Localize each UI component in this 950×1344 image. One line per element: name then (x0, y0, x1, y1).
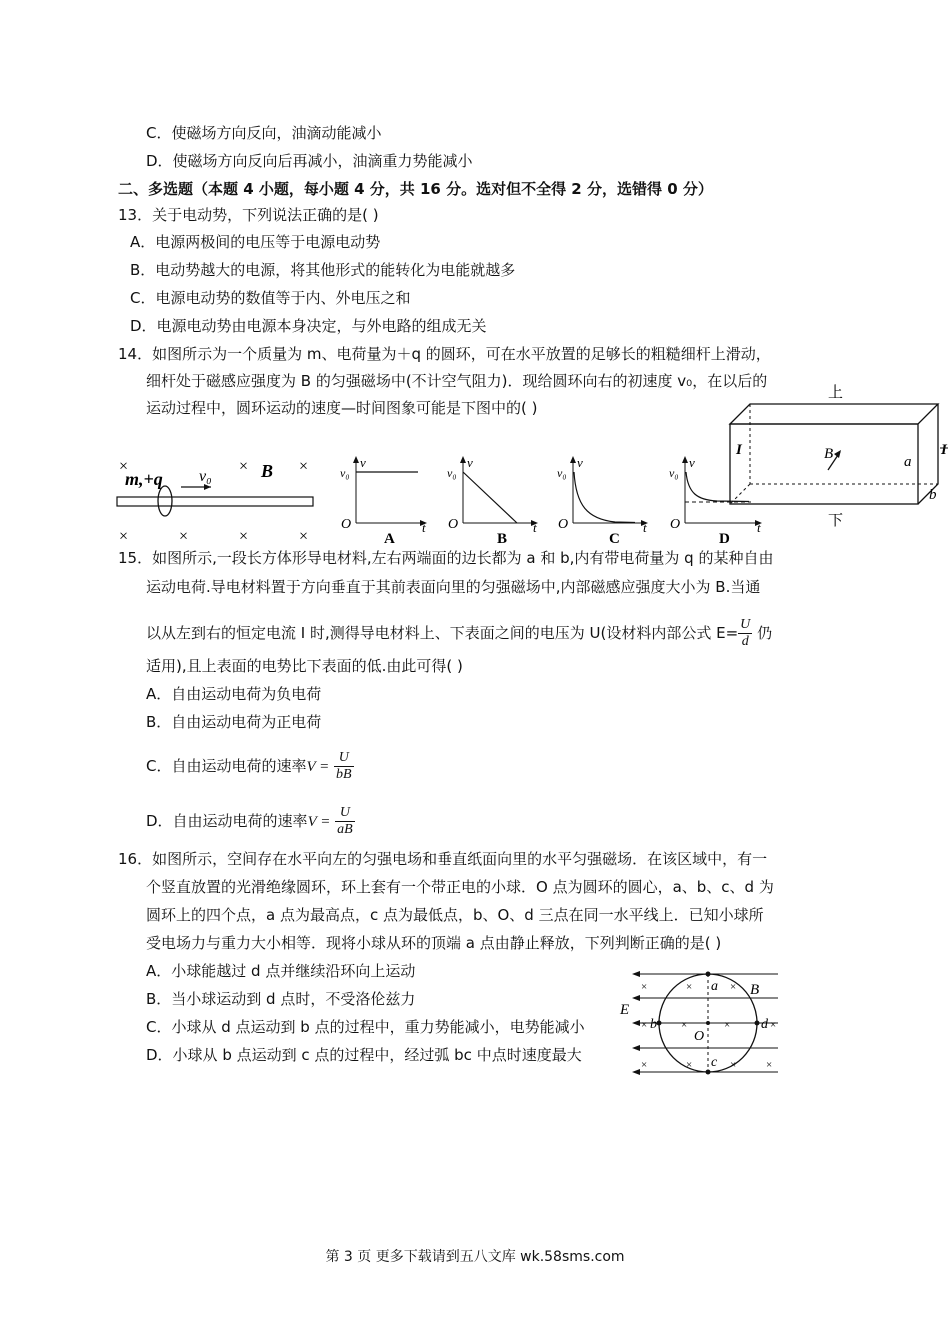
cross-mark: × (239, 458, 249, 475)
q15-line2: 运动电荷.导电材料置于方向垂直于其前表面向里的匀强磁场中,内部磁感应强度大小为 B.当通 (146, 578, 761, 596)
point-d: d (761, 1017, 768, 1032)
q15-option-c: C．自由运动电荷的速率V = $\frac{U}{bB}$ (146, 750, 352, 782)
origin: O (341, 517, 352, 532)
formula-lhs: V = (307, 814, 331, 830)
axis-v0: v₀ (557, 466, 567, 480)
q14-line2: 细杆处于磁感应强度为 B 的匀强磁场中(不计空气阻力)．现给圆环向右的初速度 v₀，在以后的 (146, 372, 768, 390)
point-c: c (711, 1055, 718, 1070)
q13-option-c: C．电源电动势的数值等于内、外电压之和 (130, 289, 411, 307)
cross-mark: × (770, 1019, 777, 1031)
cross-mark: × (641, 981, 648, 993)
q15-block-figure (728, 382, 948, 532)
q15-option-a: A．自由运动电荷为负电荷 (146, 685, 322, 703)
q14-graph-c (555, 453, 650, 547)
b-field-label: B (750, 982, 760, 998)
section-title: 二、多选题（本题 4 小题，每小题 4 分，共 16 分。选对但不全得 2 分，选错得 0 分） (118, 180, 713, 198)
curve (463, 472, 517, 523)
q13-option-b: B．电动势越大的电源，将其他形式的能转化为电能就越多 (130, 261, 516, 279)
q15-option-b: B．自由运动电荷为正电荷 (146, 713, 322, 731)
origin: O (670, 517, 681, 532)
q16-option-a: A．小球能越过 d 点并继续沿环向上运动 (146, 962, 416, 980)
e-field-label: E (620, 1002, 630, 1018)
q13-option-d: D．电源电动势由电源本身决定，与外电路的组成无关 (130, 317, 487, 335)
axis-v: v (689, 455, 695, 470)
q16-line1: 16．如图所示，空间存在水平向左的匀强电场和垂直纸面向里的水平匀强磁场．在该区域中，有一 (118, 850, 768, 868)
cross-mark: × (724, 1019, 731, 1031)
q15-line3 (146, 617, 772, 650)
q14-line1: 14．如图所示为一个质量为 m、电荷量为＋q 的圆环，可在水平放置的足够长的粗糙细杆上滑动， (118, 345, 771, 363)
cross-mark: × (299, 528, 309, 545)
edge-b: b (929, 487, 937, 503)
q16-line4: 受电场力与重力大小相等．现将小球从环的顶端 a 点由静止释放，下列判断正确的是( ) (146, 934, 722, 952)
ring-label: m,+q (125, 469, 163, 489)
axis-v: v (577, 455, 583, 470)
point-a: a (711, 979, 718, 994)
cross-mark: × (641, 1019, 648, 1031)
point-o: O (694, 1029, 705, 1044)
formula-d: $\frac{U}{aB}$ (337, 805, 353, 837)
q16-line2: 个竖直放置的光滑绝缘圆环，环上套有一个带正电的小球．O 点为圆环的圆心，a、b、c、d 为 (146, 878, 774, 896)
axis-v0: v₀ (447, 466, 457, 480)
q16-option-b: B．当小球运动到 d 点时，不受洛伦兹力 (146, 990, 416, 1008)
cross-mark: × (730, 1059, 737, 1071)
origin: O (558, 517, 569, 532)
cross-mark: × (239, 528, 249, 545)
formula-lhs: V = (306, 759, 330, 775)
graph-label: D (719, 531, 730, 547)
top-label: 上 (828, 385, 844, 401)
cross-mark: × (730, 981, 737, 993)
cross-mark: × (119, 458, 129, 475)
cross-mark: × (766, 1059, 773, 1071)
q14-graph-b (445, 453, 540, 547)
point-b: b (650, 1017, 657, 1032)
origin: O (448, 517, 459, 532)
q12-option-d: D．使磁场方向反向后再减小，油滴重力势能减小 (146, 152, 473, 170)
axis-v: v (467, 455, 473, 470)
axis-v0: v₀ (669, 466, 679, 480)
cross-mark: × (681, 1019, 688, 1031)
axis-t: t (757, 520, 761, 535)
formula-c: $\frac{U}{bB}$ (336, 750, 352, 782)
q15-line3-text: 以从左到右的恒定电流 I 时,测得导电材料上、下表面之间的电压为 U(设材料内部公式 E= (146, 624, 739, 642)
page-footer: 第 3 页 更多下载请到五八文库 wk.58sms.com (325, 1249, 625, 1265)
q15-line3-tail: 仍 (757, 624, 773, 642)
rod (117, 497, 313, 506)
q15-line4: 适用),且上表面的电势比下表面的低.由此可得( ) (146, 657, 463, 675)
graph-label: C (609, 531, 620, 547)
cross-mark: × (119, 528, 129, 545)
q13-option-a: A．电源两极间的电压等于电源电动势 (130, 233, 381, 251)
ring (158, 486, 172, 516)
bottom-label: 下 (828, 513, 844, 529)
graph-label: A (384, 531, 395, 547)
field-label: B (824, 446, 834, 462)
axis-t: t (643, 520, 647, 535)
graph-label: B (497, 531, 508, 547)
q15-option-d: D．自由运动电荷的速率V = $\frac{U}{aB}$ (146, 805, 353, 837)
q14-line3: 运动过程中，圆环运动的速度—时间图象可能是下图中的( ) (146, 399, 538, 417)
cross-mark: × (299, 458, 309, 475)
field-label: B (261, 461, 274, 481)
curve (574, 472, 635, 523)
current-in: I (736, 442, 742, 458)
axis-t: t (533, 520, 537, 535)
q16-option-d: D．小球从 b 点运动到 c 点的过程中，经过弧 bc 中点时速度最大 (146, 1046, 582, 1064)
q14-graph-a (338, 453, 428, 547)
cross-mark: × (686, 981, 693, 993)
formula-e: $\frac{U}{d}$ (740, 617, 751, 649)
axis-v0: v₀ (340, 466, 350, 480)
edge-a: a (904, 454, 912, 470)
q16-line3: 圆环上的四个点，a 点为最高点，c 点为最低点，b、O、d 三点在同一水平线上．已知小球所 (146, 906, 764, 924)
q16-option-c: C．小球从 d 点运动到 b 点的过程中，重力势能减小，电势能减小 (146, 1018, 585, 1036)
q13-stem: 13．关于电动势，下列说法正确的是( ) (118, 206, 379, 224)
q12-option-c: C．使磁场方向反向，油滴动能减小 (146, 124, 382, 142)
cross-mark: × (686, 1059, 693, 1071)
cross-mark: × (641, 1059, 648, 1071)
current-out: I (941, 442, 947, 458)
q15-line1: 15．如图所示,一段长方体形导电材料,左右两端面的边长都为 a 和 b,内有带电荷量为 q 的某种自由 (118, 549, 774, 567)
cross-mark: × (179, 528, 189, 545)
q16-ring-figure (618, 968, 778, 1078)
q14-rod-figure (115, 455, 325, 545)
axis-t: t (422, 520, 426, 535)
velocity-label: v₀ (199, 468, 212, 485)
axis-v: v (360, 455, 366, 470)
